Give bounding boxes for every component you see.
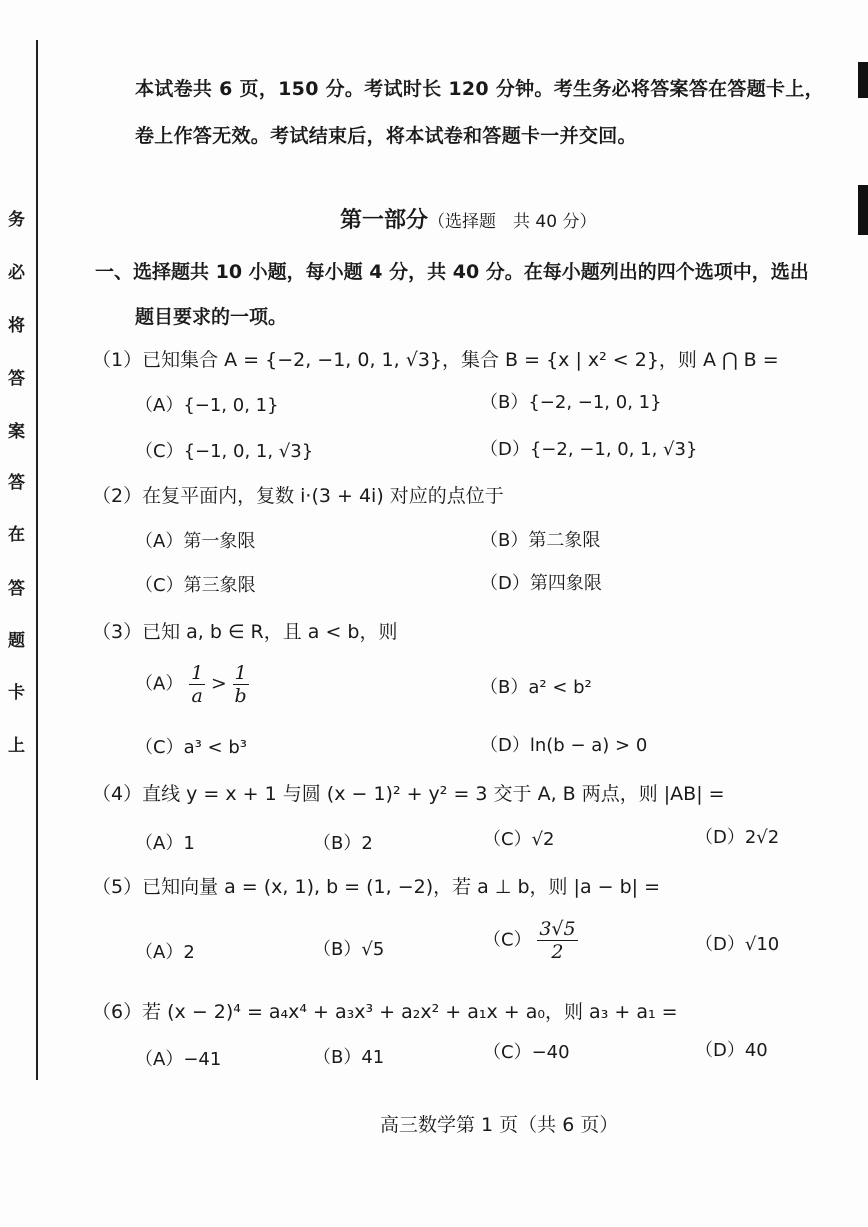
fraction-numerator: 1 [233,662,249,685]
section-instructions-line-2: 题目要求的一项。 [135,306,288,328]
question-3-stem: （3）已知 a, b ∈ R，且 a < b，则 [92,621,398,643]
margin-char: 答 [8,473,25,493]
margin-char: 答 [8,579,25,599]
question-4-option-a: （A）1 [135,833,195,854]
question-2-option-c: （C）第三象限 [135,575,256,596]
margin-char: 上 [8,736,25,756]
question-2-option-b: （B）第二象限 [480,530,601,551]
question-6-option-b: （B）41 [313,1047,385,1068]
relation-symbol: > [210,672,227,695]
margin-char: 题 [8,631,25,651]
scan-edge-mark [858,62,868,98]
question-6-stem: （6）若 (x − 2)⁴ = a₄x⁴ + a₃x³ + a₂x² + a₁x + a₀，则 a₃ + a₁ = [92,1001,678,1023]
fraction-numerator: 1 [191,662,204,684]
margin-char: 答 [8,369,25,389]
question-1-option-d: （D）{−2, −1, 0, 1, √3} [480,439,698,460]
question-3-option-a-label: （A） [135,673,184,695]
exam-instructions-line-1: 本试卷共 6 页，150 分。考试时长 120 分钟。考生务必将答案答在答题卡上， [135,78,824,100]
question-4-stem: （4）直线 y = x + 1 与圆 (x − 1)² + y² = 3 交于 A, B 两点，则 |AB| = [92,783,725,805]
question-2-stem: （2）在复平面内，复数 i·(3 + 4i) 对应的点位于 [92,485,504,507]
margin-char: 在 [8,525,25,545]
question-5-stem: （5）已知向量 a = (x, 1), b = (1, −2)，若 a ⊥ b，则 |a − b| = [92,876,661,898]
question-6-option-c: （C）−40 [483,1042,570,1063]
margin-char: 将 [8,316,25,336]
fraction-numerator: 3√5 [539,918,576,940]
question-2-option-a: （A）第一象限 [135,531,256,552]
margin-char: 案 [8,422,25,442]
exam-instructions-line-2: 卷上作答无效。考试结束后，将本试卷和答题卡一并交回。 [135,125,637,147]
fraction-denominator: b [234,685,247,707]
question-5-option-d: （D）√10 [695,934,780,955]
fraction [189,662,205,707]
part-title: 第一部分 [340,208,429,233]
fraction [537,918,577,963]
fraction-denominator: 2 [551,941,564,963]
question-1-option-b: （B）{−2, −1, 0, 1} [480,392,662,413]
question-2-option-d: （D）第四象限 [480,573,602,594]
question-6-option-d: （D）40 [695,1040,768,1061]
question-4-option-d: （D）2√2 [695,827,780,848]
section-instructions-line-1: 一、选择题共 10 小题，每小题 4 分，共 40 分。在每小题列出的四个选项中，选出 [95,261,809,283]
scan-edge-mark [858,185,868,235]
question-3-option-b: （B）a² < b² [480,677,592,698]
question-1-option-c: （C）{−1, 0, 1, √3} [135,441,314,462]
margin-char: 卡 [8,683,25,703]
question-6-option-a: （A）−41 [135,1049,222,1070]
part-subtitle: （选择题 共 40 分） [428,212,597,232]
question-5-option-b: （B）√5 [313,939,385,960]
question-1-option-a: （A）{−1, 0, 1} [135,395,279,416]
question-3-option-d: （D）ln(b − a) > 0 [480,735,648,756]
margin-char: 务 [8,210,25,230]
question-4-option-c: （C）√2 [483,829,555,850]
question-3-option-c: （C）a³ < b³ [135,737,247,758]
page-footer: 高三数学第 1 页（共 6 页） [380,1114,619,1136]
question-5-option-a: （A）2 [135,942,195,963]
binding-margin-line [36,40,38,1080]
question-4-option-b: （B）2 [313,833,373,854]
fraction-denominator: a [191,685,203,707]
margin-char: 必 [8,263,25,283]
fraction [233,662,249,707]
part-heading [340,203,596,234]
question-5-option-c-label: （C） [483,929,532,951]
question-5-option-c [483,918,578,963]
question-3-option-a [135,662,249,707]
question-1-stem: （1）已知集合 A = {−2, −1, 0, 1, √3}，集合 B = {x | x² < 2}，则 A ⋂ B = [92,349,779,371]
